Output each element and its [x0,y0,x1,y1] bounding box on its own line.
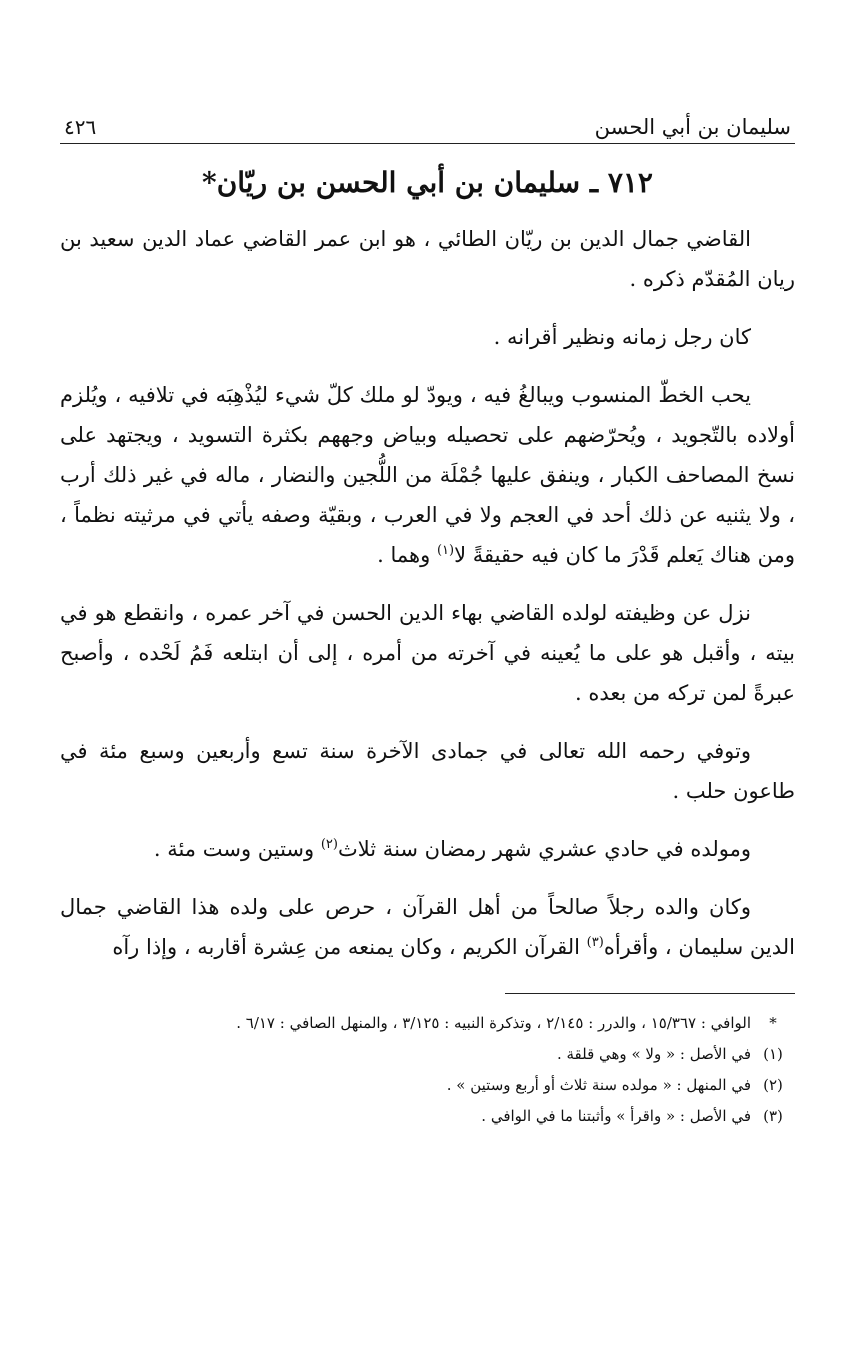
footnote-ref-1: (١) [436,543,455,558]
paragraph-text: نزل عن وظيفته لولده القاضي بهاء الدين الحسن في آخر عمره ، وانقطع هو في بيته ، وأقبل هو على ما يُعينه في آخرته من أمره ، إلى أن ابتلعه فَمُ لَحْده ، وأصبح عبرةً لمن تركه من بعده . [60,601,795,705]
footnote-mark: (١) [763,1045,783,1063]
paragraph-2 [60,317,795,357]
page-number: ٤٢٦ [64,115,97,139]
running-title: سليمان بن أبي الحسن [594,115,791,139]
footnote-mark: (٢) [763,1076,783,1094]
footnote-mark: * [769,1014,777,1032]
footnote-text: في الأصل : « ولا » وهي قلقة . [556,1045,751,1063]
paragraph-text-after: القرآن الكريم ، وكان يمنعه من عِشرة أقاربه ، وإذا رآه [112,935,587,959]
paragraph-text: كان رجل زمانه ونظير أقرانه . [493,325,751,349]
paragraph-text-after: وهما . [377,543,437,567]
paragraph-4 [60,593,795,713]
footnote-2 [60,1070,795,1101]
paragraph-text: وتوفي رحمه الله تعالى في جمادى الآخرة سنة تسع وأربعين وسبع مئة في طاعون حلب . [60,739,795,803]
footnote-1 [60,1039,795,1070]
footnote-mark: (٣) [763,1107,783,1125]
book-page [60,95,795,1132]
running-header [60,95,795,144]
paragraph-text: وكان والده رجلاً صالحاً من أهل القرآن ، حرص على ولده هذا القاضي جمال الدين سليمان ، وأقرأه [60,895,795,959]
paragraph-text-after: وستين وست مئة . [153,837,321,861]
paragraph-1 [60,219,795,299]
paragraph-text: القاضي جمال الدين بن ريّان الطائي ، هو ابن عمر القاضي عماد الدين سعيد بن ريان المُقدّم ذكره . [60,227,795,291]
footnote-text: في المنهل : « مولده سنة ثلاث أو أربع وستين » . [446,1076,751,1094]
paragraph-5 [60,731,795,811]
entry-heading: ٧١٢ ـ سليمان بن أبي الحسن بن ريّان* [202,166,653,199]
footnote-text: الوافي : ١٥/٣٦٧ ، والدرر : ٢/١٤٥ ، وتذكرة النبيه : ٣/١٢٥ ، والمنهل الصافي : ٦/١٧ . [236,1014,751,1032]
paragraph-text: يحب الخطّ المنسوب ويبالغُ فيه ، ويودّ لو ملك كلّ شيء ليُذْهِبَه في تلافيه ، ويُلزم أولاده بالتّجويد ، ويُحرّضهم على تحصيله وبياض وجههم بكثرة التسويد ، ويجتهد على نسخ المصاحف الكبار ، وينفق عليها جُمْلَة من اللُّجين والنضار ، ماله في غير ذلك أرب ، ولا يثنيه عن ذلك أحد في العجم ولا في العرب ، وبقيّة وصفه يأتي في مرثيته نظماً ، ومن هناك يَعلم قَدْرَ ما كان فيه حقيقةً لا [60,383,795,567]
paragraph-text: ومولده في حادي عشري شهر رمضان سنة ثلاث [337,837,751,861]
footnote-3 [60,1101,795,1132]
footnote-ref-3: (٣) [586,935,604,950]
paragraph-7 [60,887,795,967]
paragraph-6 [60,829,795,869]
footnote-divider [505,993,795,994]
paragraph-3 [60,375,795,575]
footnotes [60,1008,795,1132]
footnote-source [60,1008,795,1039]
footnote-text: في الأصل : « واقرأ » وأثبتنا ما في الوافي . [481,1107,751,1125]
footnote-ref-2: (٢) [320,837,338,852]
